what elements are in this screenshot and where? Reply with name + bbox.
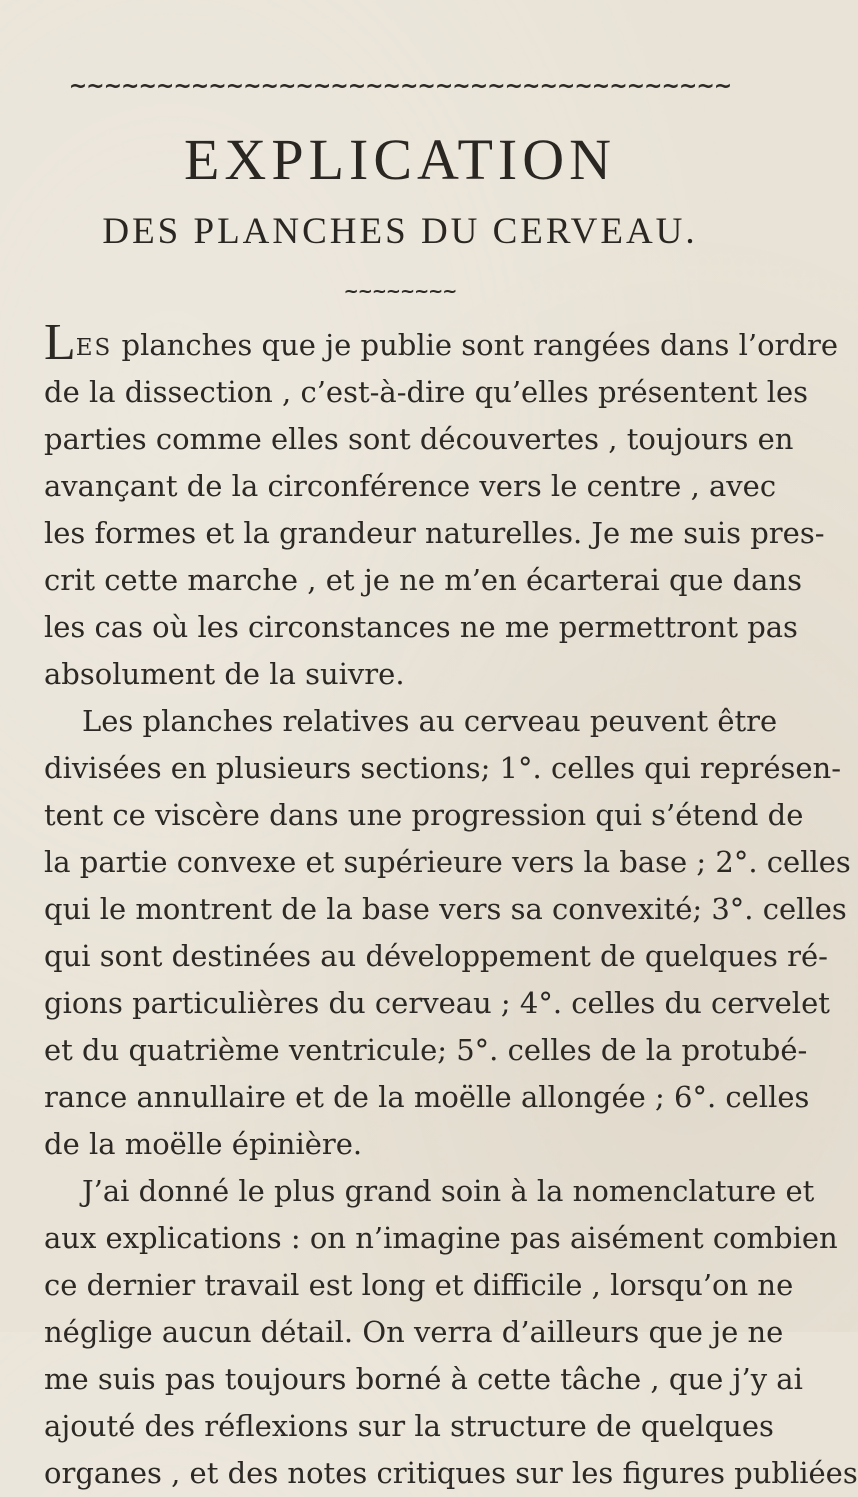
text-line: Les planches relatives au cerveau peuvent être [82, 704, 778, 738]
text-line: de la dissection , c’est-à-dire qu’elles présentent les [44, 375, 809, 409]
text-line: la partie convexe et supérieure vers la base ; 2°. celles [44, 845, 851, 879]
text-line: ce dernier travail est long et difficile , lorsqu’on ne [44, 1268, 794, 1302]
text-line: ajouté des réflexions sur la structure de quelques [44, 1409, 774, 1443]
text-line: crit cette marche , et je ne m’en écarterai que dans [44, 563, 803, 597]
text-line: de la moëlle épinière. [44, 1127, 363, 1161]
first-line-text: planches que je publie sont rangées dans l’ordre [112, 328, 838, 362]
text-line: organes , et des notes critiques sur les figures publiées [44, 1456, 858, 1490]
text-line: rance annullaire et de la moëlle allongée ; 6°. celles [44, 1080, 810, 1114]
text-line: J’ai donné le plus grand soin à la nomenclature et [82, 1174, 815, 1208]
text-line: qui le montrent de la base vers sa convexité; 3°. celles [44, 892, 847, 926]
text-line: avançant de la circonférence vers le centre , avec [44, 469, 777, 503]
text-line: me suis pas toujours borné à cette tâche , que j’y ai [44, 1362, 803, 1396]
text-line: les cas où les circonstances ne me permettront pas [44, 610, 798, 644]
page-title: EXPLICATION [184, 127, 616, 192]
body-text [44, 314, 858, 1497]
text-line: et du quatrième ventricule; 5°. celles de la protubé- [44, 1033, 808, 1067]
page-subtitle: DES PLANCHES DU CERVEAU. [102, 211, 698, 252]
top-ornament-rule: ~~~~~~~~~~~~~~~~~~~~~~~~~~~~~~~~~~~~~~ [68, 74, 732, 99]
text-line [44, 314, 838, 371]
small-caps: ES [75, 335, 113, 361]
drop-cap: L [44, 314, 76, 371]
text-line: aux explications : on n’imagine pas aisément combien [44, 1221, 838, 1255]
small-ornament-rule: ~~~~~~~~ [343, 281, 457, 302]
text-line: parties comme elles sont découvertes , toujours en [44, 422, 794, 456]
text-line: divisées en plusieurs sections; 1°. celles qui représen- [44, 751, 842, 785]
text-line: tent ce viscère dans une progression qui s’étend de [44, 798, 804, 832]
text-line: néglige aucun détail. On verra d’ailleurs que je ne [44, 1315, 784, 1349]
text-line: gions particulières du cerveau ; 4°. celles du cervelet [44, 986, 830, 1020]
text-line: absolument de la suivre. [44, 657, 405, 691]
text-line: les formes et la grandeur naturelles. Je me suis pres- [44, 516, 825, 550]
text-line: qui sont destinées au développement de quelques ré- [44, 939, 828, 973]
